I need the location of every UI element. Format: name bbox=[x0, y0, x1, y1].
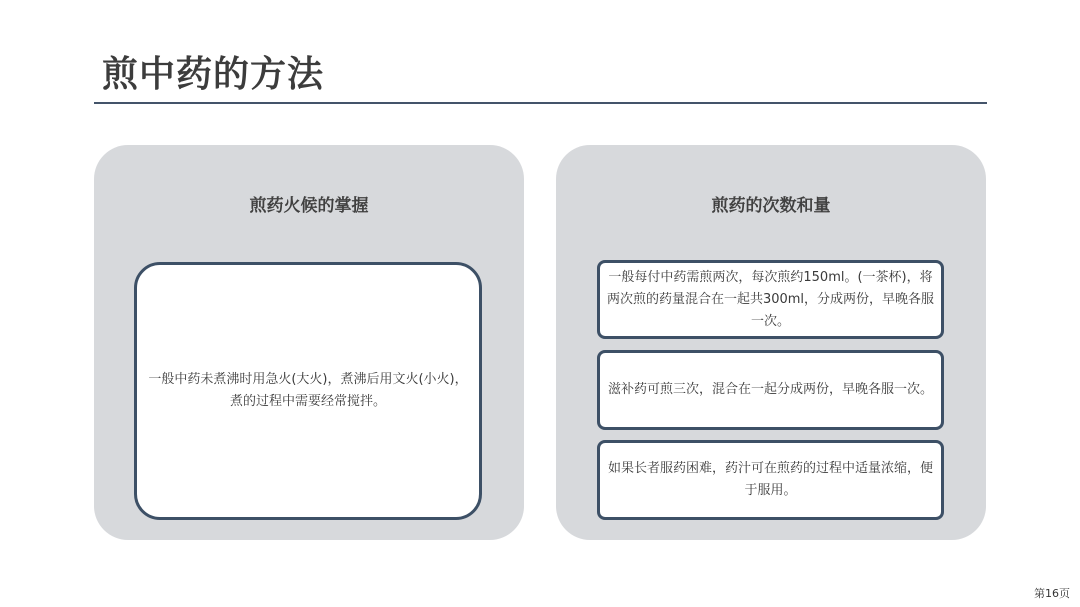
tonic-info-text: 滋补药可煎三次，混合在一起分成两份，早晚各服一次。 bbox=[607, 382, 933, 397]
fire-control-card bbox=[134, 262, 482, 520]
times-and-amount-heading: 煎药的次数和量 bbox=[711, 196, 831, 216]
decoction-info-text: 一般每付中药需煎两次，每次煎约150ml。(一茶杯)，将两次煎的药量混合在一起共300ml，分成两份，早晚各服一次。 bbox=[606, 269, 935, 329]
page-number: 第16页 bbox=[1034, 587, 1070, 600]
fire-control-panel bbox=[94, 145, 524, 540]
decoction-info-card bbox=[597, 260, 944, 339]
elderly-tip-card bbox=[597, 440, 944, 520]
page-title: 煎中药的方法 bbox=[102, 54, 325, 95]
title-divider bbox=[94, 102, 987, 104]
elderly-tip-text: 如果长者服药困难，药汁可在煎药的过程中适量浓缩，便于服用。 bbox=[607, 461, 933, 498]
fire-control-heading: 煎药火候的掌握 bbox=[249, 196, 369, 216]
fire-control-text: 一般中药未煮沸时用急火(大火)，煮沸后用文火(小火)，煮的过程中需要经常搅拌。 bbox=[148, 372, 468, 409]
times-and-amount-panel bbox=[556, 145, 986, 540]
tonic-info-card bbox=[597, 350, 944, 430]
